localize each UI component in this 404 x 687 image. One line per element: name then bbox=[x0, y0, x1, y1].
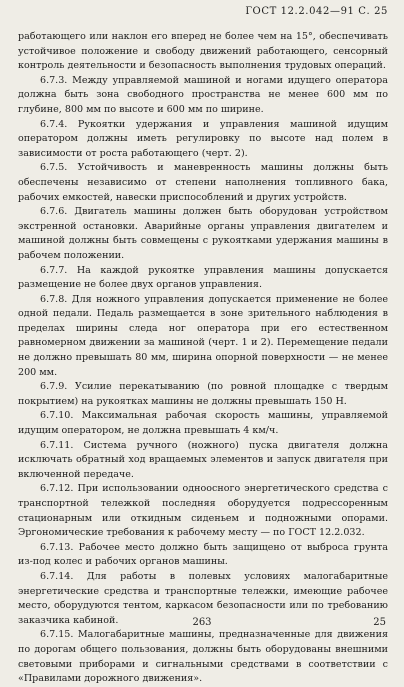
paragraph-6-7-7: 6.7.7. На каждой рукоятке управления машины допускается размещение не более двух органов управления. bbox=[18, 264, 388, 291]
paragraph-6-7-15: 6.7.15. Малогабаритные машины, предназначенные для движения по дорогам общего пользования, должны быть оборудованы внешними световыми приборами и сигнальными средствами в соответствии с «Правилами дорожного движения». bbox=[18, 629, 388, 685]
paragraph-6-7-13: 6.7.13. Рабочее место должно быть защищено от выброса грунта из-под колес и рабочих органов машины. bbox=[18, 541, 388, 568]
paragraph-6-7-5: 6.7.5. Устойчивость и маневренность машины должны быть обеспечены независимо от степени наполнения топливного бака, рабочих емкостей, навески приспособлений и других устройств. bbox=[18, 162, 388, 203]
paragraph-continuation: работающего или наклон его вперед не более чем на 15°, обеспечивать устойчивое положение и свободу движений работающего, сенсорный контроль деятельности и безопасность выполнения трудовых операций. bbox=[18, 31, 388, 72]
paragraph-6-7-4: 6.7.4. Рукоятки удержания и управления машиной идущим оператором должны иметь регулировку по высоте над полем в зависимости от роста работающего (черт. 2). bbox=[18, 118, 388, 159]
paragraph-6-7-6: 6.7.6. Двигатель машины должен быть оборудован устройством экстренной остановки. Аварийные органы управления двигателем и машиной должны быть совмещены с рукоятками удержания машины в рабочем положении. bbox=[18, 206, 388, 261]
paragraph-6-7-9: 6.7.9. Усилие перекатыванию (по ровной площадке с твердым покрытием) на рукоятках машины не должны превышать 150 Н. bbox=[18, 381, 388, 407]
paragraph-6-7-14: 6.7.14. Для работы в полевых условиях малогабаритные энергетические средства и транспортные тележки, имеющие рабочее место, оборудуются тентом, каркасом безопасности или по требованию заказчика кабиной. bbox=[18, 570, 388, 626]
paragraph-6-7-8: 6.7.8. Для ножного управления допускается применение не более одной педали. Педаль размещается в зоне зрительного наблюдения в пределах ширины следа ног оператора при его естественном равномерном движении за машиной (черт. 1 и 2). Перемещение педали не должно превышать 80 мм, ширина опорной поверхности — не менее 200 мм. bbox=[18, 293, 388, 378]
paragraph-6-7-11: 6.7.11. Система ручного (ножного) пуска двигателя должна исключать обратный ход вращаемых элементов и запуск двигателя при включенной передаче. bbox=[18, 439, 388, 480]
paragraph-6-7-3: 6.7.3. Между управляемой машиной и ногами идущего оператора должна быть зона свободного пространства не менее 600 мм по глубине, 800 мм по высоте и 600 мм по ширине. bbox=[18, 74, 388, 115]
body-text bbox=[18, 30, 388, 687]
paragraph-6-7-10: 6.7.10. Максимальная рабочая скорость машины, управляемой идущим оператором, не должна превышать 4 км/ч. bbox=[18, 410, 388, 437]
page-number-center: 263 bbox=[192, 617, 212, 628]
page-number-right: 25 bbox=[373, 617, 386, 628]
page-header: ГОСТ 12.2.042—91 С. 25 bbox=[245, 6, 388, 17]
paragraph-6-7-12: 6.7.12. При использовании одноосного энергетического средства с транспортной тележкой последняя оборудуется подрессоренным стационарным или откидным сиденьем и подножными опорами. Эргономические требования к рабочему месту — по ГОСТ 12.2.032. bbox=[18, 483, 388, 539]
